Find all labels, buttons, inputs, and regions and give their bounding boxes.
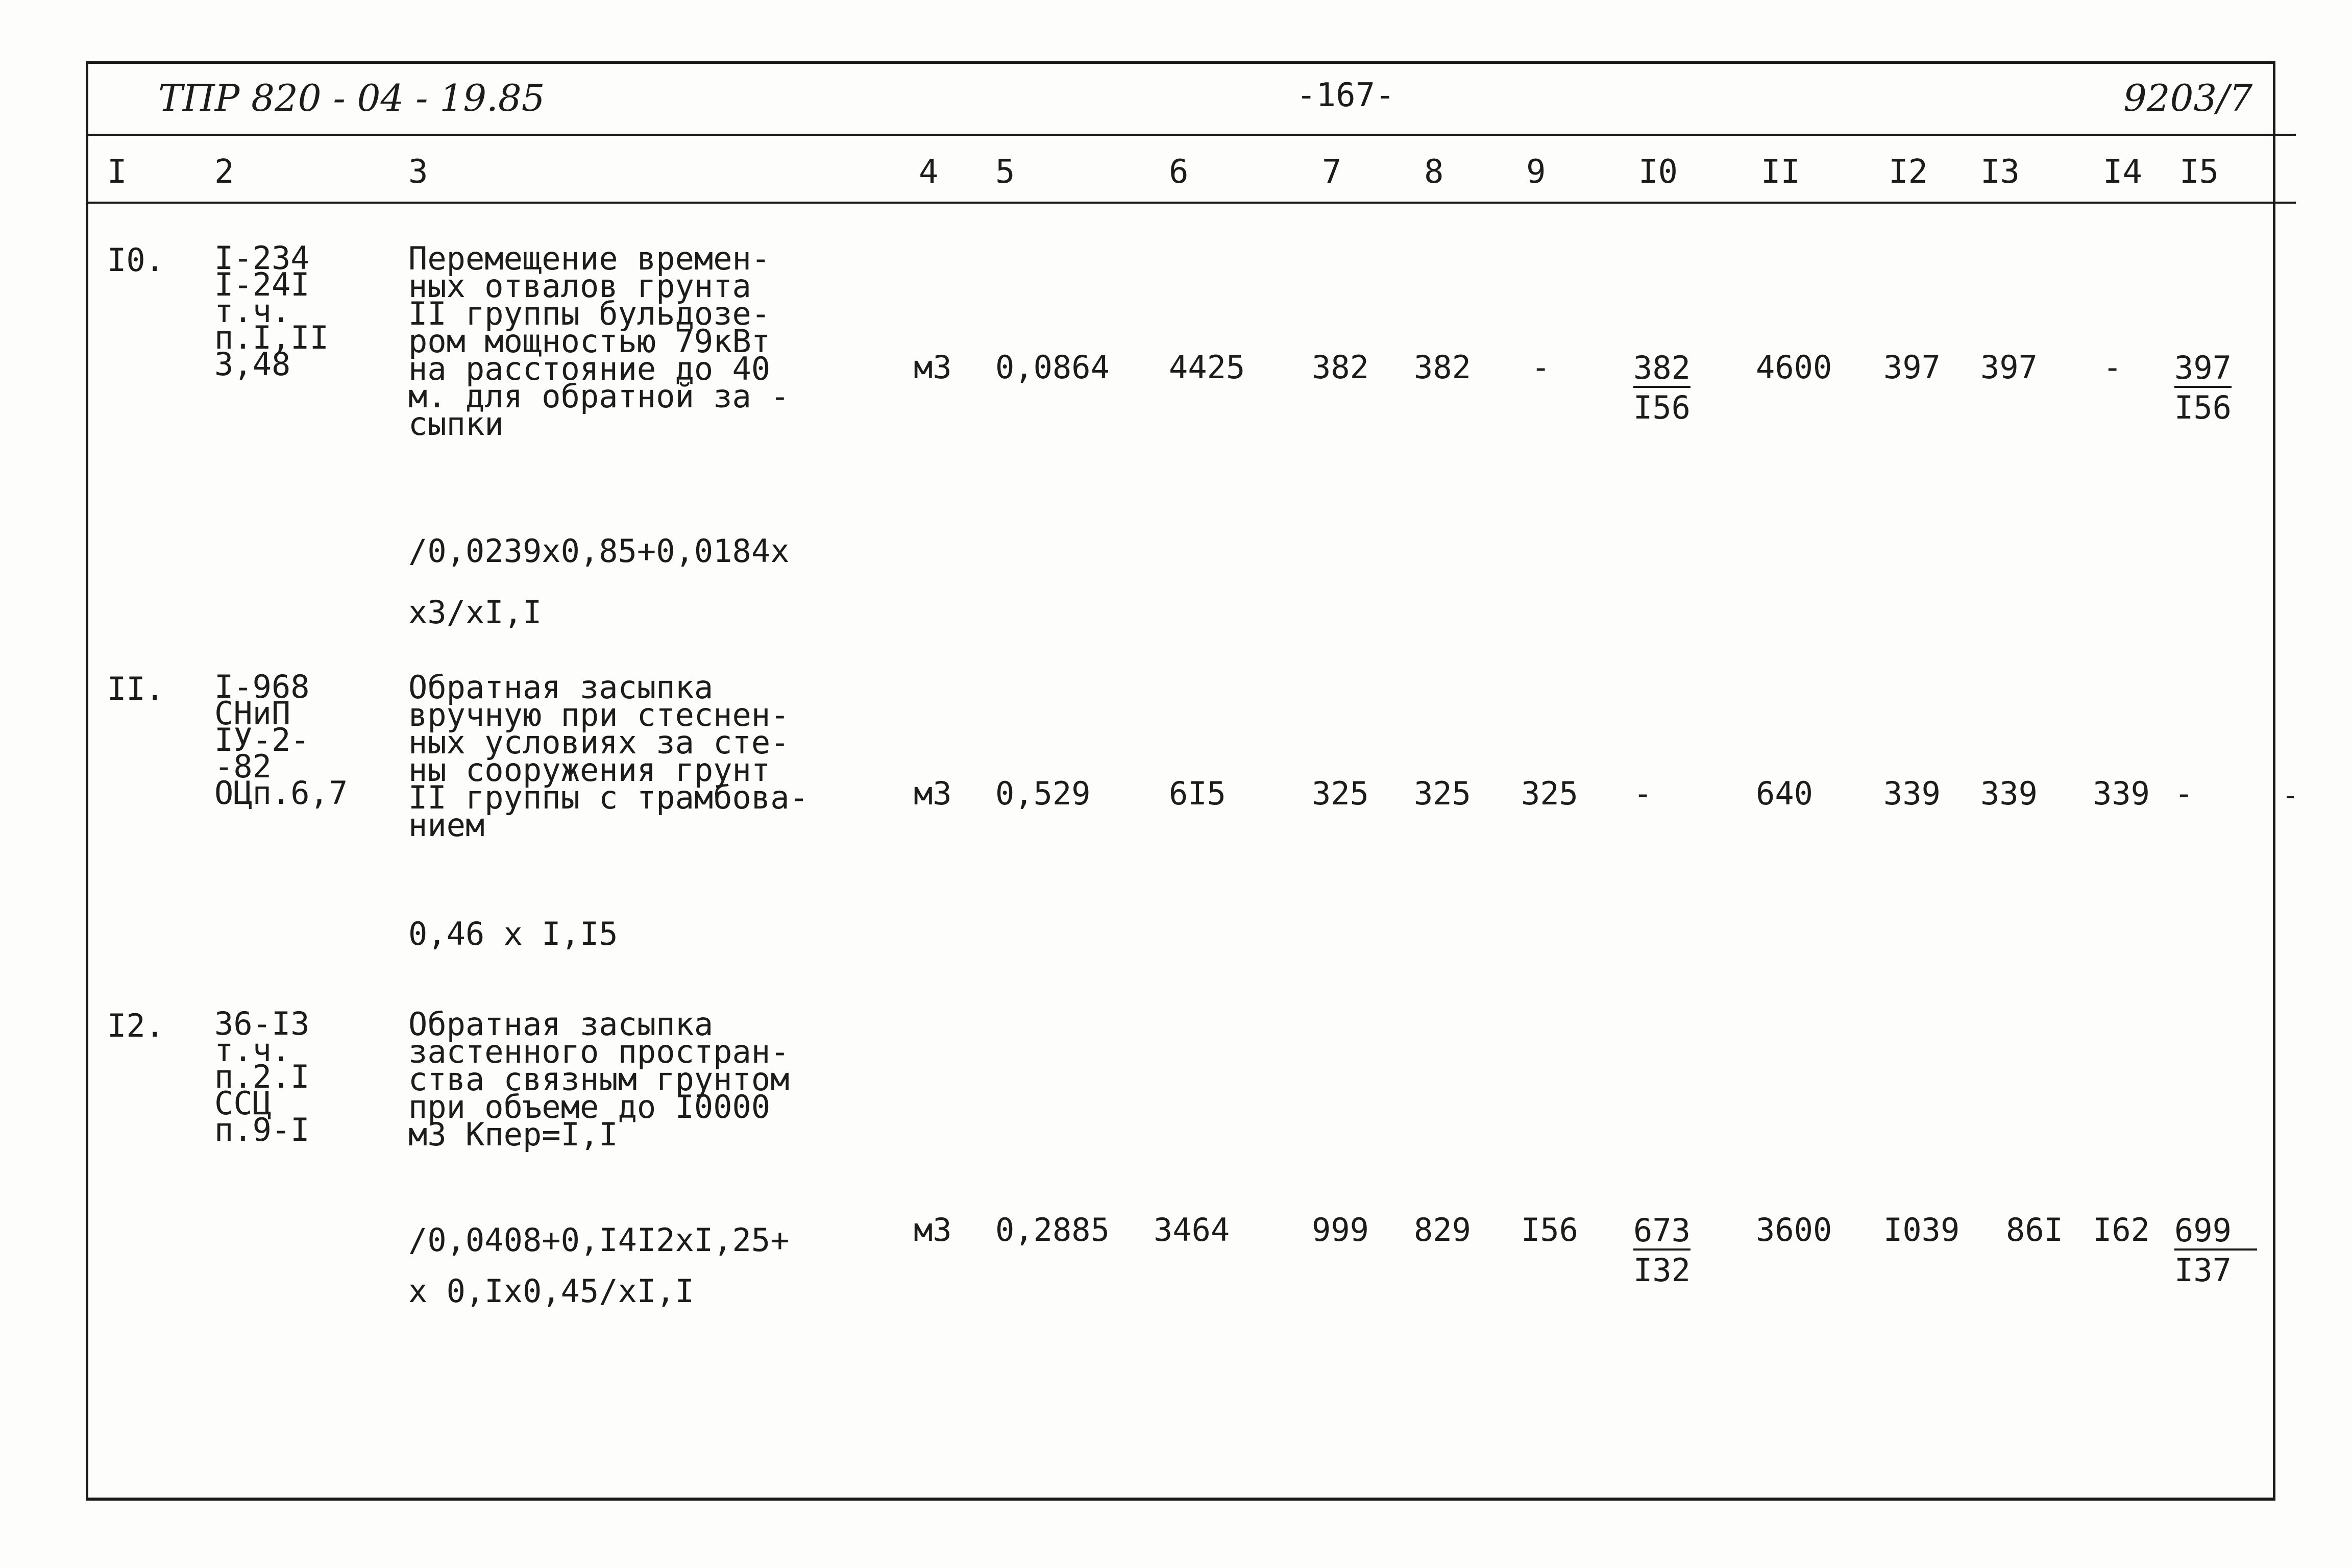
rate-reference: 36-I3 т.ч. п.2.I ССЦ п.9-I [214, 1005, 310, 1148]
column-number: 5 [995, 153, 1015, 191]
column-number: 4 [919, 153, 939, 191]
fraction-numerator: 397 [2174, 352, 2232, 388]
column-header-rule [86, 202, 2296, 204]
rate-reference: I-234 I-24I т.ч. п.I,II 3,48 [214, 239, 329, 383]
col-10-fraction [1633, 1212, 1690, 1289]
row-number: I2. [107, 1007, 164, 1044]
col-10-value: - [1633, 775, 1653, 812]
col-6-value: 4425 [1169, 349, 1245, 386]
col-12-value: 339 [1883, 775, 1941, 812]
col-11-value: 640 [1756, 775, 1813, 812]
col-12-value: 397 [1883, 349, 1941, 386]
header-rule [86, 134, 2296, 136]
quantity: 0,529 [995, 775, 1091, 812]
row-number: I0. [107, 241, 164, 279]
unit: м3 [914, 349, 952, 386]
column-number: I5 [2179, 153, 2219, 191]
column-number: I2 [1889, 153, 1928, 191]
fraction-numerator: 699 [2174, 1215, 2257, 1251]
col-7-value: 382 [1312, 349, 1369, 386]
fraction-denominator: I56 [1633, 389, 1690, 426]
work-description: Перемещение времен- ных отвалов грунта II группы бульдозе- ром мощностью 79кВт на расстояние до 40 м. для обратной за - сыпки [408, 240, 790, 443]
col-13-value: 86I [2006, 1211, 2063, 1248]
column-number: 8 [1424, 153, 1444, 191]
rate-reference: I-968 СНиП IУ-2- -82 ОЦп.6,7 [214, 668, 348, 812]
col-10-fraction [1633, 349, 1690, 426]
col-15-fraction [2174, 349, 2232, 426]
col-14-value: - [2103, 349, 2122, 386]
sheet-code: 9203/7 [2123, 77, 2253, 119]
col-7-value: 999 [1312, 1211, 1369, 1248]
margin-tick [2287, 796, 2294, 798]
col-8-value: 829 [1414, 1211, 1471, 1248]
work-description: Обратная засыпка застенного простран- ства связным грунтом при объеме до I0000 м3 Кпер=I,I [408, 1006, 790, 1153]
col-14-value: I62 [2093, 1211, 2150, 1248]
col-14-value: 339 [2093, 775, 2150, 812]
unit: м3 [914, 1211, 952, 1248]
col-8-value: 325 [1414, 775, 1471, 812]
column-number: I3 [1980, 153, 2020, 191]
calculation-formula: /0,0408+0,I4I2xI,25+ x 0,Ix0,45/xI,I [408, 1221, 790, 1310]
fraction-denominator: I32 [1633, 1252, 1690, 1289]
column-number: I0 [1638, 153, 1678, 191]
col-11-value: 3600 [1756, 1211, 1832, 1248]
row-number: II. [107, 670, 164, 707]
col-12-value: I039 [1883, 1211, 1960, 1248]
col-9-value: - [1531, 349, 1551, 386]
column-number: I4 [2103, 153, 2143, 191]
fraction-numerator: 382 [1633, 352, 1690, 388]
calculation-formula: /0,0239x0,85+0,0184x x3/xI,I [408, 532, 790, 631]
column-number: I [107, 153, 127, 191]
col-13-value: 397 [1980, 349, 2038, 386]
column-number: 6 [1169, 153, 1189, 191]
col-11-value: 4600 [1756, 349, 1832, 386]
col-9-value: 325 [1521, 775, 1578, 812]
calculation-formula: 0,46 x I,I5 [408, 915, 618, 952]
col-15-fraction [2174, 1212, 2257, 1289]
column-number: II [1761, 153, 1801, 191]
document-code: ТПР 820 - 04 - 19.85 [158, 77, 545, 119]
column-number: 7 [1322, 153, 1342, 191]
quantity: 0,0864 [995, 349, 1110, 386]
fraction-denominator: I56 [2174, 389, 2232, 426]
page-number: -167- [1296, 77, 1395, 114]
column-number: 2 [214, 153, 234, 191]
col-15-value: - [2174, 775, 2194, 812]
fraction-denominator: I37 [2174, 1252, 2232, 1289]
work-description: Обратная засыпка вручную при стеснен- ных условиях за сте- ны сооружения грунт II группы с трамбова- нием [408, 669, 808, 844]
unit: м3 [914, 775, 952, 812]
column-number: 3 [408, 153, 428, 191]
quantity: 0,2885 [995, 1211, 1110, 1248]
col-13-value: 339 [1980, 775, 2038, 812]
column-number: 9 [1526, 153, 1546, 191]
col-8-value: 382 [1414, 349, 1471, 386]
col-6-value: 6I5 [1169, 775, 1226, 812]
col-7-value: 325 [1312, 775, 1369, 812]
fraction-numerator: 673 [1633, 1215, 1690, 1251]
col-6-value: 3464 [1154, 1211, 1230, 1248]
col-9-value: I56 [1521, 1211, 1578, 1248]
